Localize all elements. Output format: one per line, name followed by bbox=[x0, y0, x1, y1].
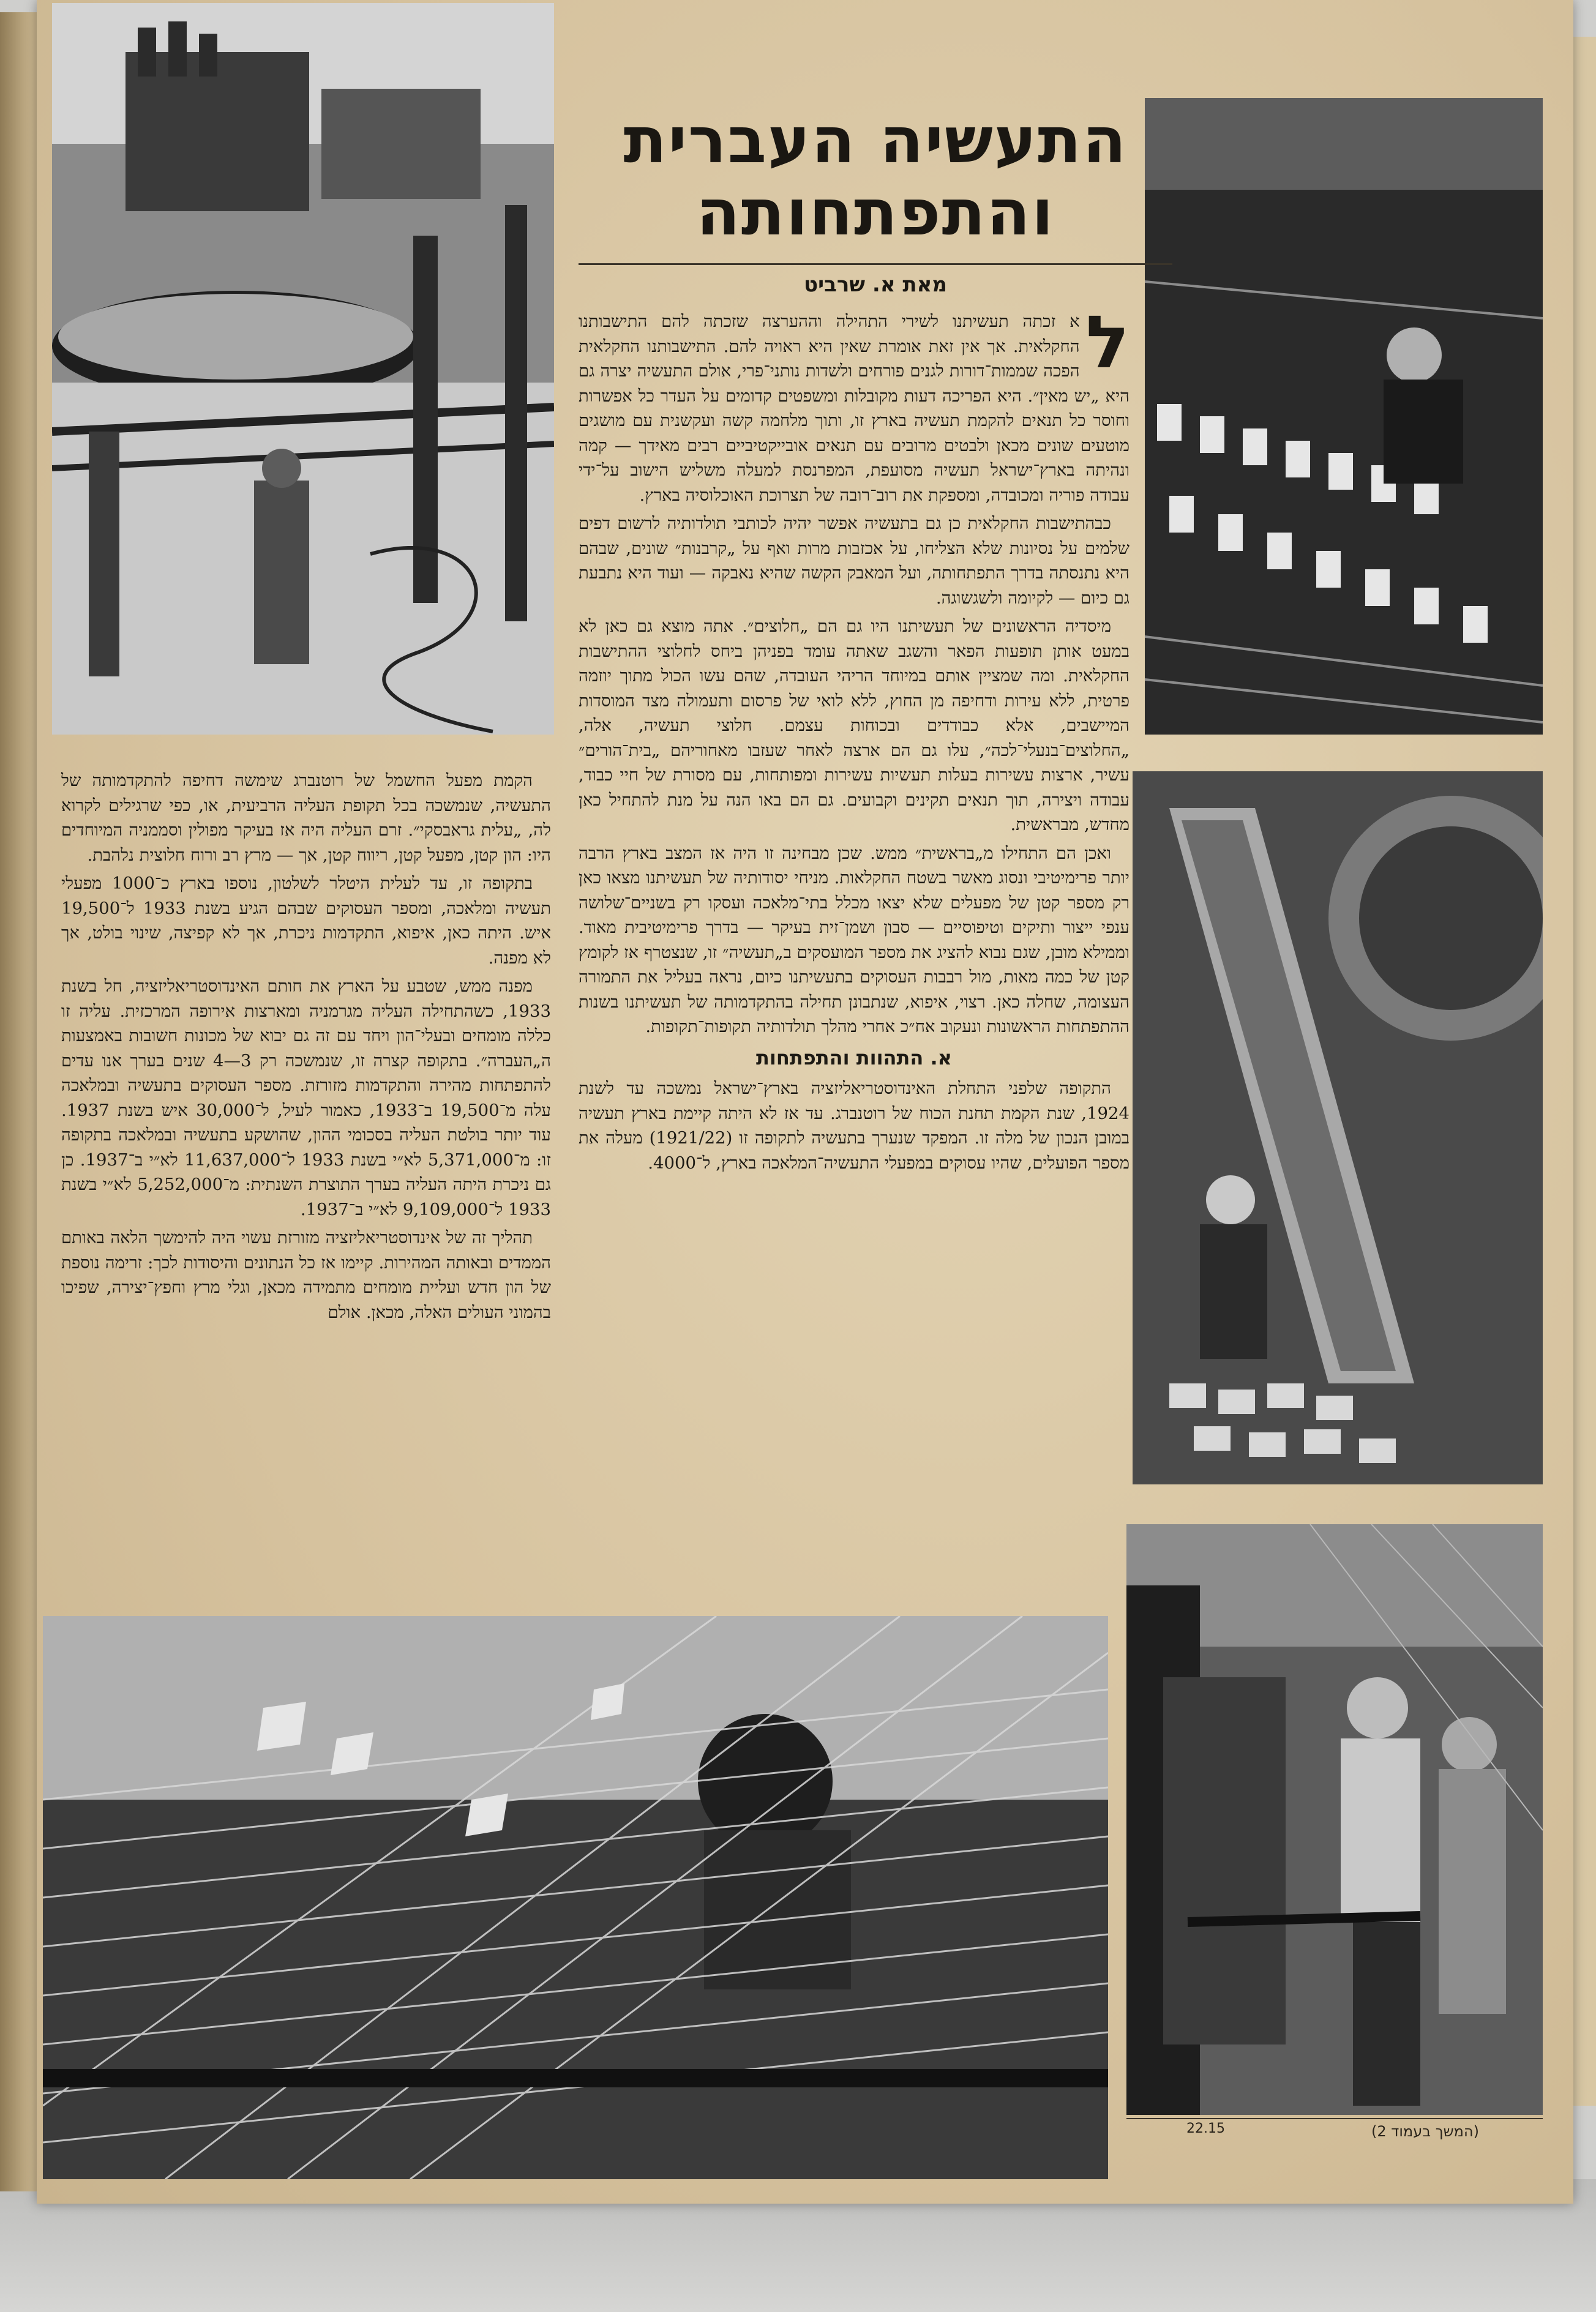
title-rule bbox=[579, 263, 1172, 265]
metal-workers-photo bbox=[1126, 1524, 1543, 2115]
drop-cap: ל bbox=[1085, 300, 1130, 384]
spinning-machine-photo bbox=[1145, 98, 1543, 735]
article-title bbox=[579, 104, 1172, 249]
paragraph: הקמת מפעל החשמל של רוטנברג שימשה דחיפה להתקדמותה של התעשיה, שנמשכה בכל תקופת העליה הרביעית, או, כפי שרגילים לקרוא לה, „עלית גראבסקי״. זרם העליה היה אז בעיקר מפולין וסממניה המיוחדים היו: הון קטן, מפעל קטן, ריווח קטן, אך — מרץ רב ורוח חלוצית נלהבת. bbox=[61, 771, 551, 865]
magazine-page bbox=[37, 0, 1573, 2204]
paragraph: התקופה שלפני התחלת האינדוסטריאליזציה בארץ־ישראל נמשכה עד לשנת 1924, שנת הקמת תחנת הכוח של רוטנברג. עד אז לא היתה קיימת בארץ תעשיה במובן הנכון של מלה זו. המפקד שנערך בתעשיה לתקופה זו (1921/22) מעלה את מספר הפועלים, שהיו עסוקים במפעלי התעשיה־המלאכה בארץ, ל־4000. bbox=[579, 1079, 1130, 1173]
footer-rule bbox=[1126, 2118, 1543, 2119]
continued-note: (המשך בעמוד 2) bbox=[1371, 2123, 1479, 2140]
factory-tank-photo bbox=[52, 3, 554, 735]
lead-paragraph bbox=[579, 300, 1130, 507]
right-text-column bbox=[579, 300, 1130, 1179]
loom-threads-photo bbox=[43, 1616, 1108, 2179]
page-number: 22.15 bbox=[1186, 2121, 1225, 2136]
title-line-2: והתפתחותה bbox=[696, 175, 1055, 250]
conveyor-worker-photo bbox=[1133, 771, 1543, 1484]
paragraph-text: א זכתה תעשיתנו לשירי התהילה וההערצה שזכתה להם התישבותנו החקלאית. אך אין זאת אומרת שאין היא ראויה להם. התישבותנו החקלאית הפכה שממות־דורות לגנים פורחים ולשדות נותני־פרי, אולם התעשיה יצרה גם היא „יש מאין״. היא הפריכה דעות מקובלות ומשפטים קדומים על העדר כל אפשרות וחוסר כל תנאים להקמת תעשיה בארץ זו, ותוך מלחמה קשה ועקשנית עם מושגים מוטעים שונים מכאן ולבטים מרובים עם תנאים אובייקטיביים רבים מאידך — קמה ונהיתה בארץ־ישראל תעשיה מסועפת, המפרנסת למעלה משליש הישוב על־ידי עבודה פוריה ומכובדה, ומספקת את רוב־רובה של תצרוכת האוכלוסיה בארץ. bbox=[579, 312, 1130, 505]
paragraph: ואכן הם התחילו מ„בראשית״ ממש. שכן מבחינה זו היה אז המצב בארץ הרבה יותר פרימיטיבי ונסוג מאשר בשטח החקלאות. מניחי יסודותיה של תעשיתנו מצאו כאן רק מספר קטן של מפעלים שלא יצאו מכלל בתי־מלאכה ועסקו רק בשניים־שלושה ענפי ייצור ותיקים וטיפוסיים — סבון ושמן־זית בעיקר — בדרך פרימיטיבית מאוד. וממילא מובן, שגם נבוא להציג את מספר המועסקים ב„תעשיה״ זו, שנצטרף אז לקומץ קטן של כמה מאות, מול רבבות העסוקים בתעשיתנו כיום, נראה בעליל את התמורה העצומה, שחלה כאן. רצוי, איפוא, שנתבונן תחילה בהתקדמותה של תעשיתנו בשנות ההתפתחות הראשונות ונעקוב אח״כ אחרי מהלך תולדותיה תקופות־תקופות. bbox=[579, 843, 1130, 1036]
section-subheading: א. התהוות והתפתחות bbox=[756, 1046, 952, 1069]
paragraph: תהליך זה של אינדוסטריאליזציה מזורזת עשוי היה להימשך הלאה באותם הממדים ובאותה המהירות. קיימו אז כל הנתונים והיסודות לכך: זרימה נוספת של הון חדש ועליית מומחים מתמידה מכאן, וגלי מרץ וחפץ־יצירה, שפיכו בהמוני העולים האלה, מכאן. אולם bbox=[61, 1228, 551, 1322]
byline: מאת א. שרביט bbox=[803, 272, 947, 297]
paragraph: כבהתישבות החקלאית כן גם בתעשיה אפשר יהיה לכותבי תולדותיה לרשום דפים שלמים על נסיונות שלא הצליחו, על אכזבות מרות ואף על „קרבנות״ שונים, שבהם היא נתנסתה בדרך התפתחותה, ועל המאבק הקשה שהיא נאבקה — ועוד היא נתבעת גם כיום — לקיומה ולשגשוגה. bbox=[579, 514, 1130, 608]
paragraph: מיסדיה הראשונים של תעשיתנו היו גם הם „חלוצים״. אתה מוצא גם כאן לא במעט אותן תופעות הפאר והשגב שאתה עומד בפניהן ביחס לחלוצי ההתישבות החקלאית. ומה שמציין אותם במיוחד הריהי העובדה, שהם עשו הכול מתוך יוזמה פרטית, ללא עירות ודחיפה מן החוץ, ללא לואי של פרסום ותעמולה מצד המוסדות המיישבים, אלא כבודדים ובכוחות עצמם. חלוצי תעשיה, אלה, „החלוצים־בנעלי־לכה״, עלו גם הם ארצה לאחר שעזבו מאחוריהם „בית־הורים״ עשיר, ארצות עשירות בעלות תעשיות עשירות ומפותחות, עם מסורת של חיי כבוד, עבודה ויצירה, תוך תנאים תקינים וקבועים. גם הם באו הנה על מנת להתחיל כאן מחדש, מבראשית. bbox=[579, 616, 1130, 834]
paragraph: בתקופה זו, עד לעלית היטלר לשלטון, נוספו בארץ כ־1000 מפעלי תעשיה ומלאכה, ומספר העסוקים שבהם הגיע בשנת 1933 ל־19,500 איש. היתה כאן, איפוא, התקדמות ניכרת, אך לא קפיצה, שינוי בולט, אך לא מפנה. bbox=[61, 874, 551, 968]
paragraph: מפנה ממש, שטבע על הארץ את חותם האינדוסטריאליזציה, חל בשנת 1933, כשהתחילה העליה מגרמניה ומארצות אירופה המרכזית. עליה זו כללה מומחים ובעלי־הון ויחד עם זה גם יבוא של מכונות חשובות באמצעות ה„העברה״. בתקופה קצרה זו, שנמשכה רק 3—4 שנים בערך אנו עדים להתפתחות מהירה והתקדמות מזורזת. מספר העסוקים בתעשיה ובמלאכה עלה מ־19,500 ב־1933, כאמור לעיל, ל־30,000 איש בשנת 1937. עוד יותר בולטת העליה בסכומי ההון, שהושקע בתעשיה ובמלאכה בתקופה זו: מ־5,371,000 לא״י בשנת 1933 ל־11,637,000 לא״י ב־1937. כן גם ניכרת היתה העליה בערך התוצרת השנתית: מ־5,252,000 לא״י בשנת 1933 ל־9,109,000 לא״י ב־1937. bbox=[61, 976, 552, 1219]
left-text-column bbox=[61, 768, 551, 1328]
title-line-1: התעשיה העברית bbox=[623, 103, 1128, 178]
